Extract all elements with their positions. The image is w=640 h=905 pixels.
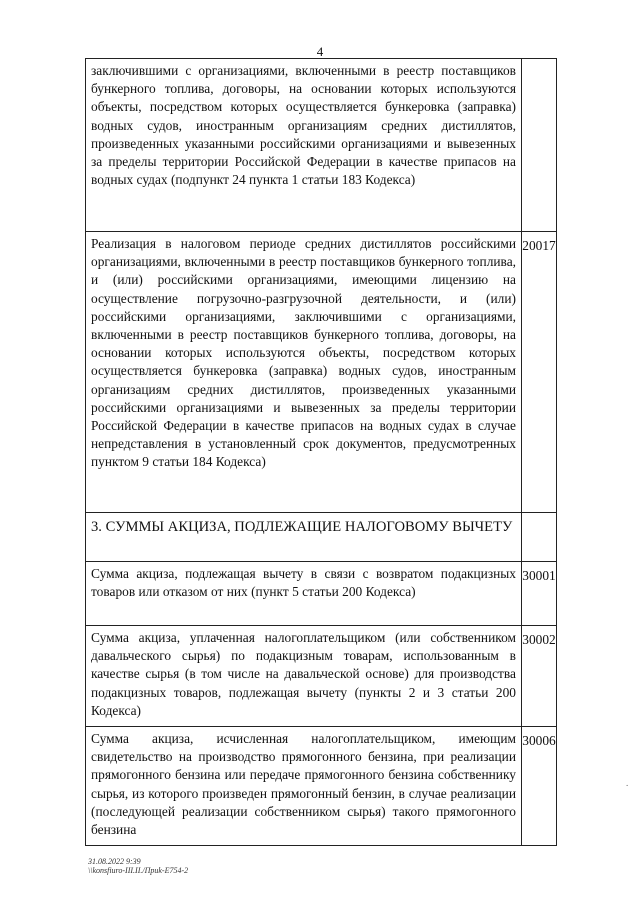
row-code: 20017 [522, 232, 557, 513]
row-code: 30002 [522, 626, 557, 727]
table-row [86, 59, 557, 232]
document-table [85, 58, 557, 846]
table-row [86, 232, 557, 513]
table-row [86, 727, 557, 846]
row-code: 30001 [522, 562, 557, 626]
row-description: Реализация в налоговом периоде средних дистиллятов российскими организациями, включенными в реестр поставщиков бункерного топлива, и (или) российскими организациями, имеющими лицензию на осуществление погрузочно-разгрузочной деятельности, и (или) российскими организациями, заключившими с организациями, включенными в реестр поставщиков бункерного топлива, договоры, на основании которых используются объекты, посредством которых осуществляется бункеровка (заправка) водных судов, иностранным организациям средних дистиллятов, произведенных указанными российскими организациями и вывезенных за пределы территории Российской Федерации в качестве припасов на водных судах в случае непредставления в установленный срок документов, предусмотренных пунктом 9 статьи 184 Кодекса) [86, 232, 522, 513]
page-number: 4 [316, 44, 324, 59]
row-description: Сумма акциза, исчисленная налогоплательщиком, имеющим свидетельство на производство прямогонного бензина, при реализации прямогонного бензина или передаче прямогонного бензина собственнику сырья, из которого произведен прямогонный бензин, в случае реализации (последующей реализации собственником сырья) такого прямогонного бензина [86, 727, 522, 846]
row-description: Сумма акциза, подлежащая вычету в связи с возвратом подакцизных товаров или отказом от них (пункт 5 статьи 200 Кодекса) [86, 562, 522, 626]
row-code: 30006 [522, 727, 557, 846]
table-row [86, 513, 557, 562]
row-description: Сумма акциза, уплаченная налогоплательщиком (или собственником давальческого сырья) по подакцизным товарам, использованным в качестве сырья (в том числе на давальческой основе) для производства подакцизных товаров, подлежащая вычету (пункты 2 и 3 статьи 200 Кодекса) [86, 626, 522, 727]
footer-stamp [88, 857, 188, 875]
row-code [522, 59, 557, 232]
section-heading: 3. СУММЫ АКЦИЗА, ПОДЛЕЖАЩИЕ НАЛОГОВОМУ ВЫЧЕТУ [86, 513, 522, 562]
table-row [86, 562, 557, 626]
footer-file-path: \\konsfiuro-III.II./Приk-E754-2 [88, 866, 189, 875]
footer-timestamp: 31.08.2022 9:39 [88, 857, 141, 866]
row-description: заключившими с организациями, включенными в реестр поставщиков бункерного топлива, договоры, на основании которых используются объекты, посредством которых осуществляется бункеровка (заправка) водных судов, иностранным организациям средних дистиллятов, произведенных указанными российскими организациями и вывезенных за пределы территории Российской Федерации в качестве припасов на водных судах (подпункт 24 пункта 1 статьи 183 Кодекса) [86, 59, 522, 232]
row-code [522, 513, 557, 562]
margin-mark: . [626, 778, 629, 788]
table-row [86, 626, 557, 727]
